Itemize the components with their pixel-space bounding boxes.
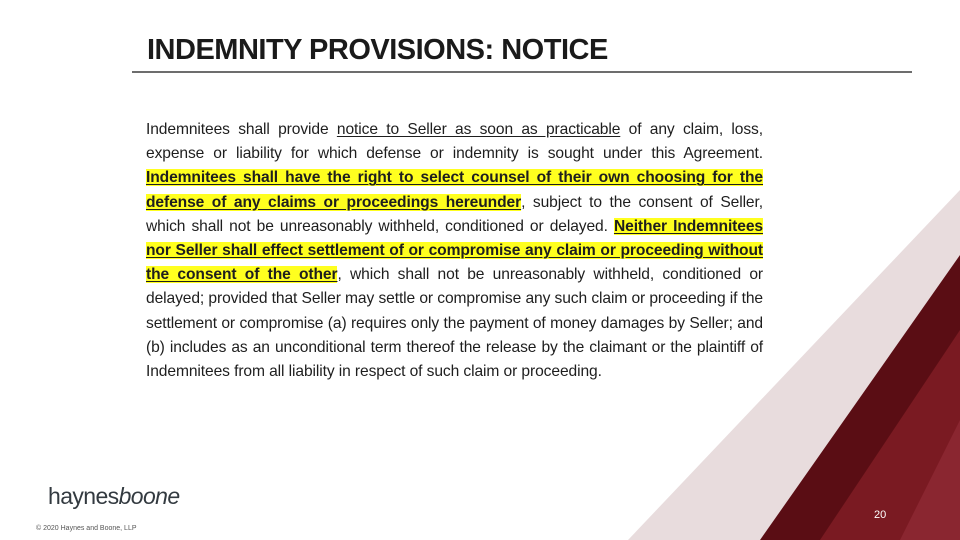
logo-text-part2: boone xyxy=(118,483,180,509)
copyright-notice: © 2020 Haynes and Boone, LLP xyxy=(36,525,137,532)
paragraph-segment: Indemnitees shall provide xyxy=(146,121,337,138)
title-divider xyxy=(132,71,912,73)
notice-paragraph xyxy=(146,118,763,384)
paragraph-segment: , which shall not be unreasonably withheld, conditioned or delayed; provided that Seller may settle or compromise any such claim or proceeding if the settlement or compromise (a) requires only the payment of money damages by Seller; and (b) includes as an unconditional term thereof the release by the claimant or the plaintiff of Indemnitees from all liability in respect of such claim or proceeding. xyxy=(146,266,763,381)
paragraph-segment: of any claim, loss, expense or liability for which defense or indemnity is sought under this Agreement. xyxy=(146,121,763,163)
underlined-phrase: notice to Seller as soon as practicable xyxy=(336,121,621,138)
company-logo xyxy=(48,483,180,510)
logo-text-part1: haynes xyxy=(48,483,119,509)
paragraph-segment: , subject to the consent of Seller, which shall not be unreasonably withheld, conditioned or delayed. xyxy=(146,193,763,235)
page-title: INDEMNITY PROVISIONS: NOTICE xyxy=(147,34,608,66)
page-number: 20 xyxy=(874,509,887,521)
highlighted-phrase: Neither Indemnitees nor Seller shall effect settlement of or compromise any claim or proceeding without the consent of the other xyxy=(146,217,763,284)
highlighted-phrase: Indemnitees shall have the right to select counsel of their own choosing for the defense of any claims or proceedings hereunder xyxy=(146,169,763,211)
